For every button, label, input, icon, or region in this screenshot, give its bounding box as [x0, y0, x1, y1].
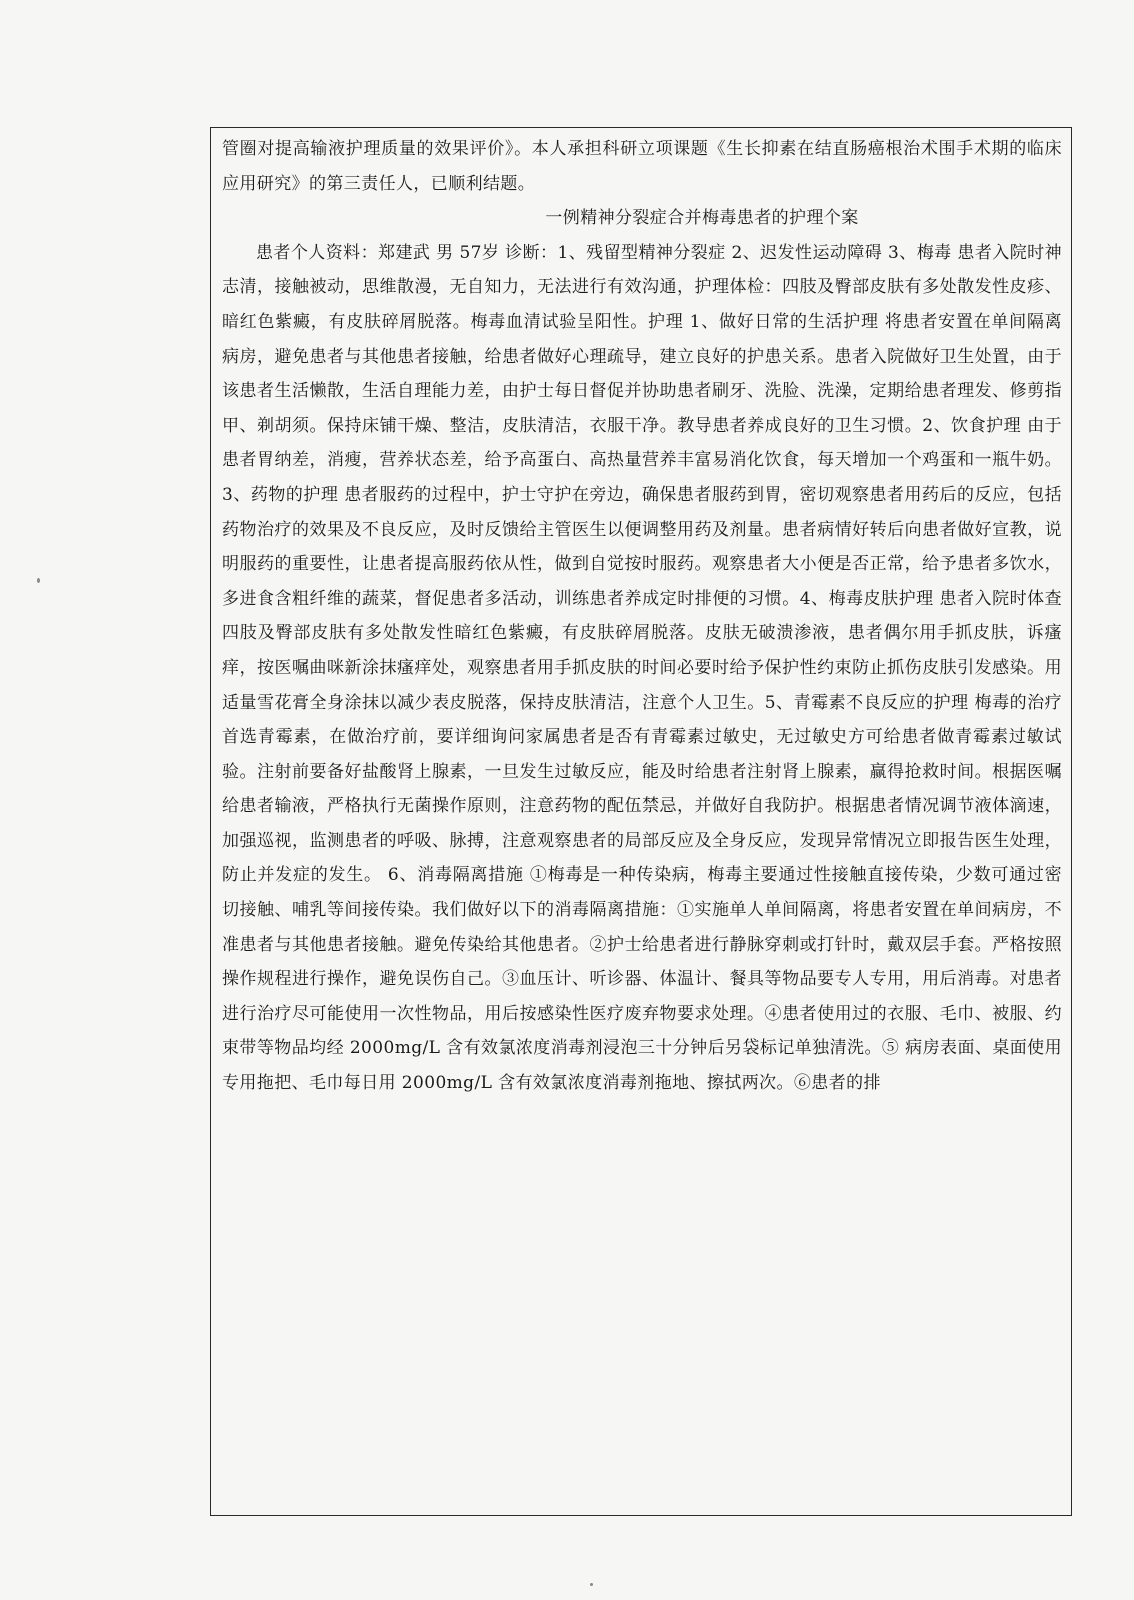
intro-paragraph: 管圈对提高输液护理质量的效果评价》。本人承担科研立项课题《生长抑素在结直肠癌根治术围手术期的临床应用研究》的第三责任人，已顺利结题。	[222, 139, 1062, 194]
scan-speck	[590, 1583, 593, 1586]
scan-speck	[37, 578, 40, 583]
document-content	[222, 132, 1062, 1101]
case-title: 一例精神分裂症合并梅毒患者的护理个案	[545, 208, 859, 229]
case-body: 患者个人资料：郑建武 男 57岁 诊断：1、残留型精神分裂症 2、迟发性运动障碍 3、梅毒 患者入院时神志清，接触被动，思维散漫，无自知力，无法进行有效沟通，护理体检：四肢及臀部皮肤有多处散发性皮疹、暗红色紫癜，有皮肤碎屑脱落。梅毒血清试验呈阳性。护理 1、做好日常的生活护理 将患者安置在单间隔离病房，避免患者与其他患者接触，给患者做好心理疏导，建立良好的护患关系。患者入院做好卫生处置，由于该患者生活懒散，生活自理能力差，由护士每日督促并协助患者刷牙、洗脸、洗澡，定期给患者理发、修剪指甲、剃胡须。保持床铺干燥、整洁，皮肤清洁，衣服干净。教导患者养成良好的卫生习惯。2、饮食护理 由于患者胃纳差，消瘦，营养状态差，给予高蛋白、高热量营养丰富易消化饮食，每天增加一个鸡蛋和一瓶牛奶。3、药物的护理 患者服药的过程中，护士守护在旁边，确保患者服药到胃，密切观察患者用药后的反应，包括药物治疗的效果及不良反应，及时反馈给主管医生以便调整用药及剂量。患者病情好转后向患者做好宣教，说明服药的重要性，让患者提高服药依从性，做到自觉按时服药。观察患者大小便是否正常，给予患者多饮水，多进食含粗纤维的蔬菜，督促患者多活动，训练患者养成定时排便的习惯。4、梅毒皮肤护理 患者入院时体查四肢及臀部皮肤有多处散发性暗红色紫癜，有皮肤碎屑脱落。皮肤无破溃渗液，患者偶尔用手抓皮肤，诉瘙痒，按医嘱曲咪新涂抹瘙痒处，观察患者用手抓皮肤的时间必要时给予保护性约束防止抓伤皮肤引发感染。用适量雪花膏全身涂抹以减少表皮脱落，保持皮肤清洁，注意个人卫生。5、青霉素不良反应的护理 梅毒的治疗首选青霉素，在做治疗前，要详细询问家属患者是否有青霉素过敏史，无过敏史方可给患者做青霉素过敏试验。注射前要备好盐酸肾上腺素，一旦发生过敏反应，能及时给患者注射肾上腺素，赢得抢救时间。根据医嘱给患者输液，严格执行无菌操作原则，注意药物的配伍禁忌，并做好自我防护。根据患者情况调节液体滴速，加强巡视，监测患者的呼吸、脉搏，注意观察患者的局部反应及全身反应，发现异常情况立即报告医生处理，防止并发症的发生。 6、消毒隔离措施 ①梅毒是一种传染病，梅毒主要通过性接触直接传染，少数可通过密切接触、哺乳等间接传染。我们做好以下的消毒隔离措施：①实施单人单间隔离，将患者安置在单间病房，不准患者与其他患者接触。避免传染给其他患者。②护士给患者进行静脉穿刺或打针时，戴双层手套。严格按照操作规程进行操作，避免误伤自己。③血压计、听诊器、体温计、餐具等物品要专人专用，用后消毒。对患者进行治疗尽可能使用一次性物品，用后按感染性医疗废弃物要求处理。④患者使用过的衣服、毛巾、被服、约束带等物品均经 2000mg/L 含有效氯浓度消毒剂浸泡三十分钟后另袋标记单独清洗。⑤ 病房表面、桌面使用专用拖把、毛巾每日用 2000mg/L 含有效氯浓度消毒剂拖地、擦拭两次。⑥患者的排	[222, 242, 1062, 1094]
